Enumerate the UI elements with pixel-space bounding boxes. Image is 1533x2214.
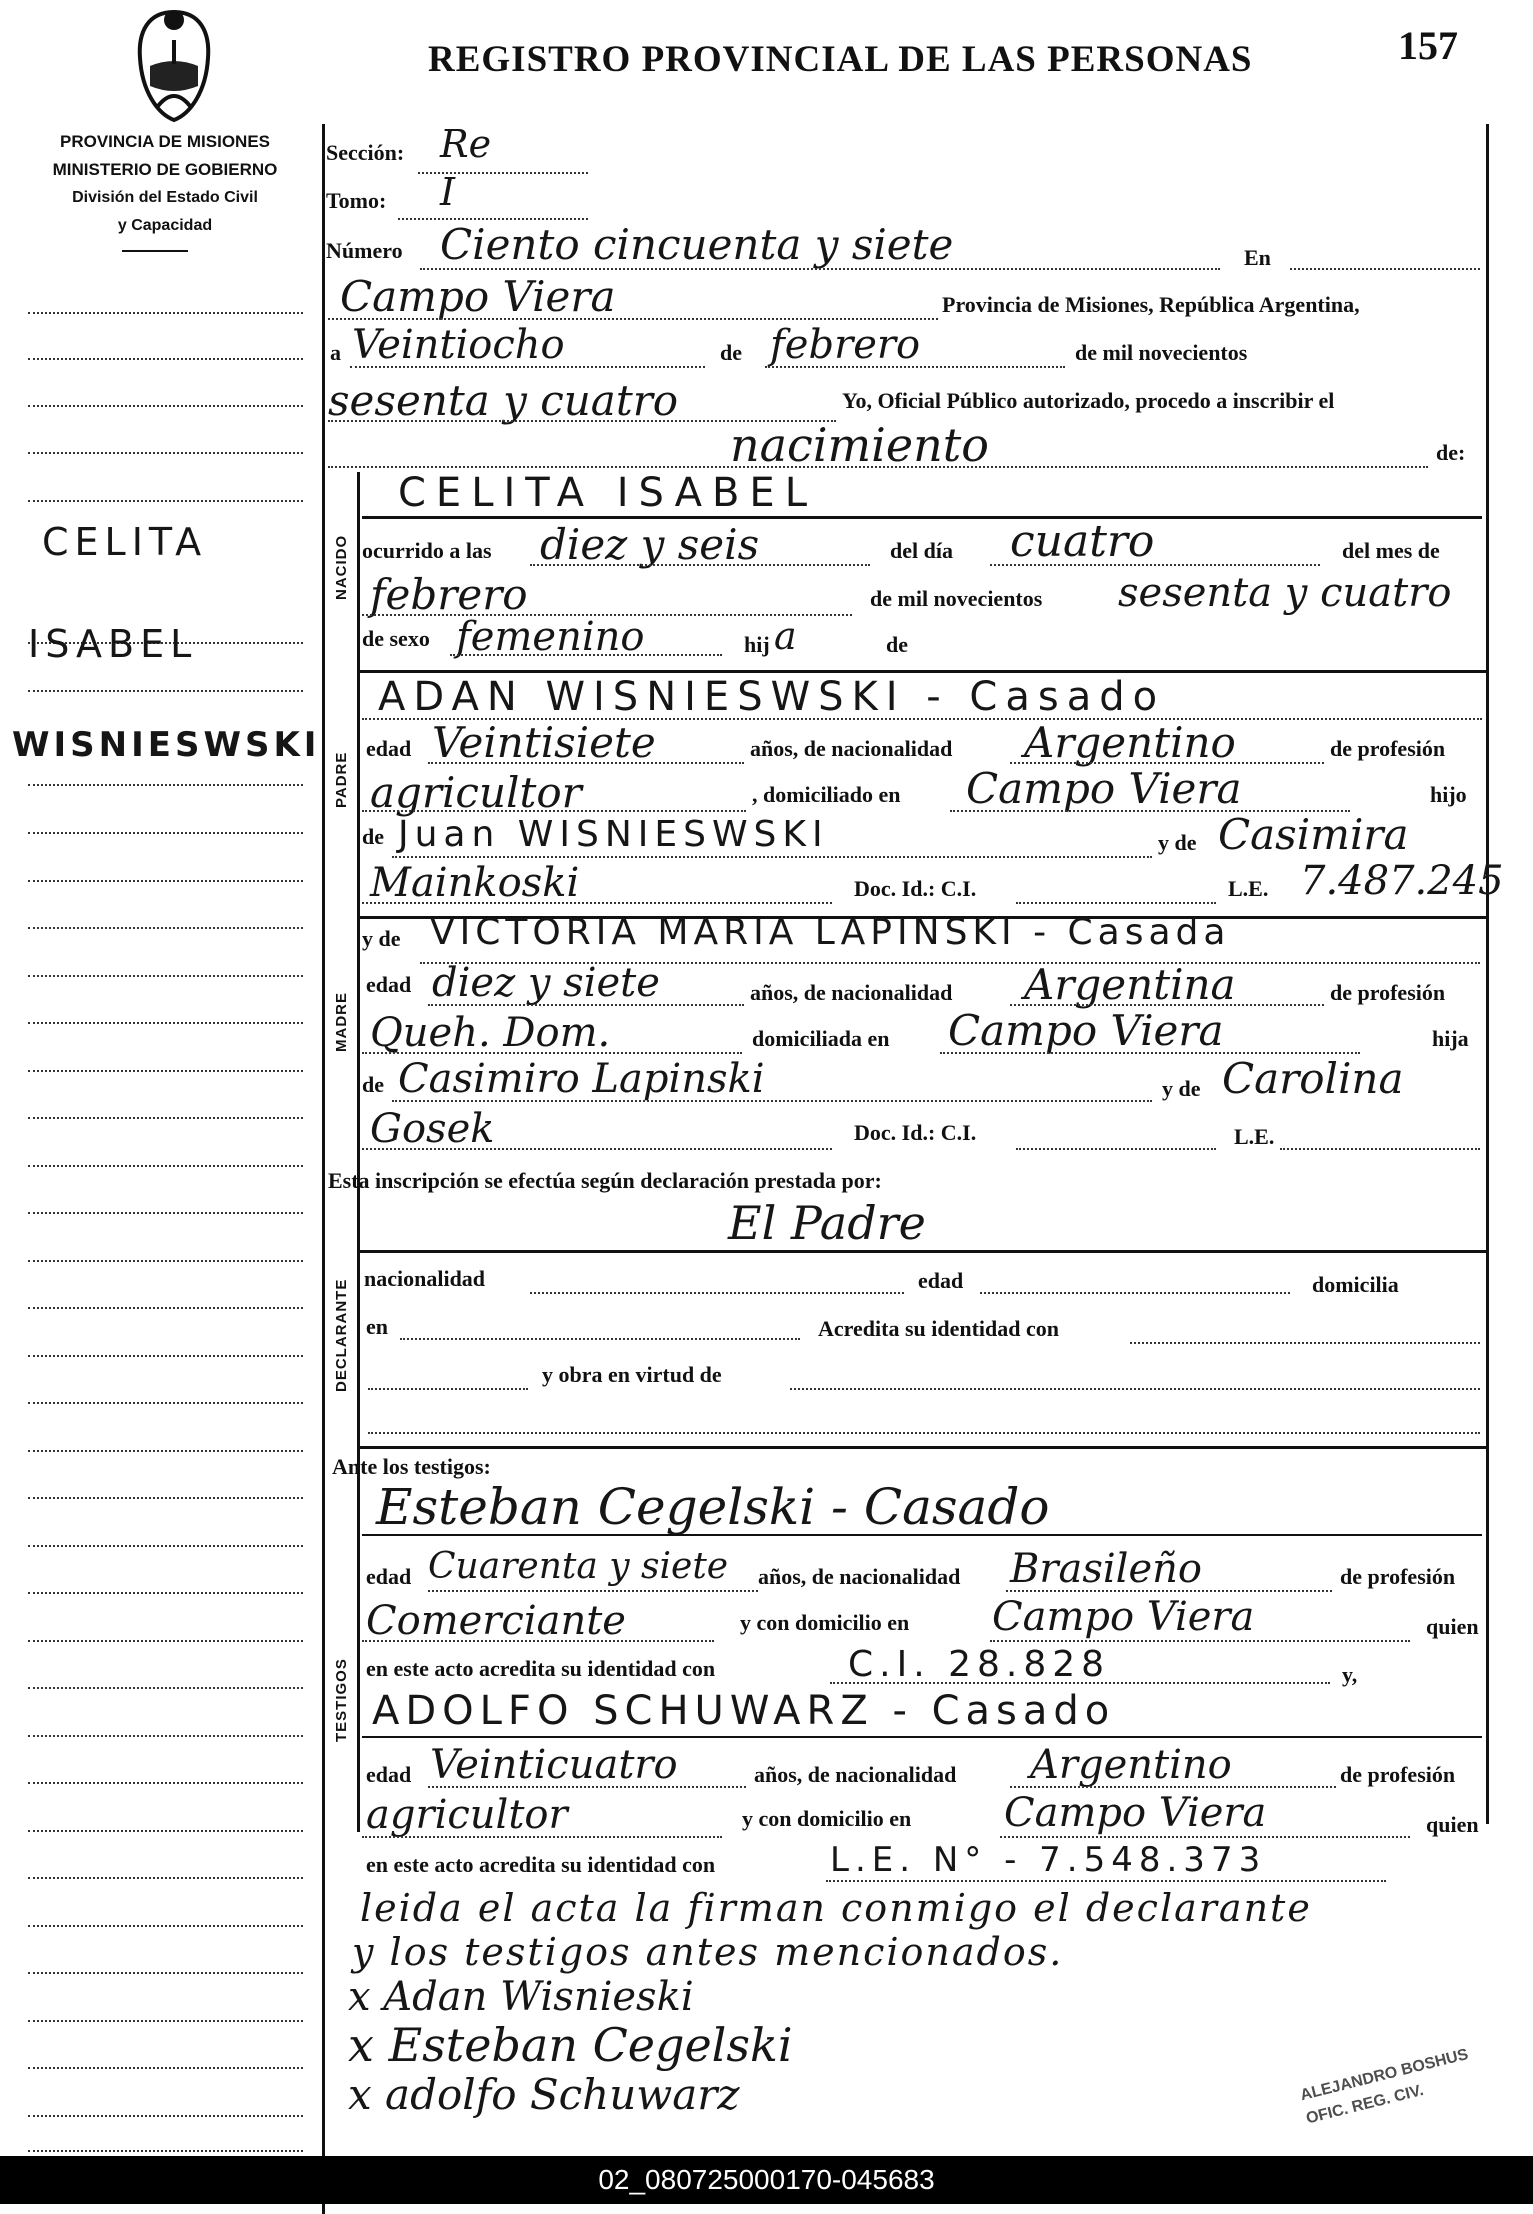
testigos-intro: Ante los testigos:	[332, 1454, 491, 1479]
margin-name-line1: CELITA	[42, 520, 208, 564]
madre-y-de-label: y de	[362, 926, 401, 951]
t2-nac-line	[1010, 1786, 1336, 1788]
t2-quien-label: quien	[1426, 1812, 1479, 1837]
provincia-text: Provincia de Misiones, República Argentina,	[942, 292, 1360, 317]
testigos-tag: TESTIGOS	[333, 1658, 350, 1742]
t1-edad-value: Cuarenta y siete	[428, 1546, 729, 1587]
padre-nac-label: años, de nacionalidad	[750, 736, 953, 761]
page-number: 157	[1398, 23, 1458, 68]
form-frame-right	[1486, 124, 1489, 1824]
t1-nombre-line	[362, 1534, 1482, 1536]
t1-nombre: Esteban Cegelski - Casado	[376, 1478, 1050, 1536]
nacido-nombre: CELITA ISABEL	[398, 470, 817, 516]
t1-quien-label: quien	[1426, 1614, 1479, 1639]
declarante-acredita-label: Acredita su identidad con	[818, 1316, 1060, 1341]
declarante-top-line	[357, 1250, 1486, 1253]
t2-acredita-label: en este acto acredita su identidad con	[366, 1852, 716, 1877]
padre-tag: PADRE	[333, 751, 350, 808]
de-label: de	[720, 340, 742, 365]
dia-value: Veintiocho	[352, 322, 565, 368]
padre-de-label: de	[362, 824, 384, 849]
declarante-obra-line	[790, 1388, 1480, 1390]
madre-edad-value: diez y siete	[432, 960, 660, 1006]
padre-doc-label: Doc. Id.: C.I.	[854, 876, 977, 901]
padre-edad-value: Veintisiete	[432, 718, 656, 767]
t2-dom-line	[1000, 1836, 1410, 1838]
madre-hija-label: hija	[1432, 1026, 1469, 1051]
numero-value: Ciento cincuenta y siete	[440, 220, 954, 269]
t2-prof-value: agricultor	[366, 1792, 568, 1838]
closing-line1: leida el acta la firman conmigo el declarante	[360, 1886, 1312, 1930]
declarante-edad-line	[980, 1292, 1290, 1294]
padre-nombre: ADAN WISNIESWSKI - Casado	[378, 674, 1166, 720]
declarante-edad-label: edad	[918, 1268, 964, 1293]
crest-icon	[128, 6, 220, 124]
padre-dom-label: , domiciliado en	[752, 782, 901, 807]
madre-prof-value: Queh. Dom.	[370, 1010, 611, 1056]
declarante-en-line	[400, 1338, 800, 1340]
padre-le-label: L.E.	[1228, 876, 1269, 901]
en-label: En	[1244, 245, 1271, 270]
padre-le-value: 7.487.245	[1300, 858, 1504, 904]
madre-edad-line	[428, 1004, 744, 1006]
declarante-tag: DECLARANTE	[333, 1278, 350, 1392]
padre-padre-value: Juan WISNIESWSKI	[398, 814, 829, 855]
del-dia-label: del día	[890, 538, 953, 563]
padre-dom-value: Campo Viera	[966, 764, 1242, 813]
nacido-bottom-line	[357, 670, 1486, 673]
padre-prof-value: agricultor	[370, 768, 582, 817]
hora-line	[530, 564, 870, 566]
padre-madre-value2: Mainkoski	[370, 860, 580, 906]
official-stamp	[1292, 2013, 1508, 2149]
declarante-bottom-line	[357, 1446, 1486, 1449]
declarante-extra-line	[368, 1432, 1480, 1434]
declarante-obra-pre-line	[368, 1388, 528, 1390]
org-line3: División del Estado Civil	[72, 189, 258, 206]
padre-prof-line	[362, 810, 746, 812]
padre-padre-line	[392, 856, 1152, 858]
dia-nac-value: cuatro	[1010, 516, 1155, 567]
padre-nac-value: Argentino	[1024, 718, 1236, 767]
t2-nac-value: Argentino	[1030, 1742, 1232, 1788]
del-mes-label: del mes de	[1342, 538, 1440, 563]
en-line	[1290, 268, 1480, 270]
madre-de-label: de	[362, 1072, 384, 1097]
t2-prof-line	[362, 1836, 722, 1838]
seccion-label: Sección:	[326, 140, 405, 165]
declarante-dom-label: domicilia	[1312, 1272, 1399, 1297]
t1-dom-line	[990, 1640, 1410, 1642]
padre-prof-label: de profesión	[1330, 736, 1446, 761]
madre-nac-label: años, de nacionalidad	[750, 980, 953, 1005]
mil-nac-label: de mil novecientos	[870, 586, 1043, 611]
t1-prof-line	[362, 1640, 714, 1642]
madre-prof-line	[362, 1052, 742, 1054]
mil-label: de mil novecientos	[1075, 340, 1248, 365]
declarante-obra-label: y obra en virtud de	[542, 1362, 722, 1387]
dia-nac-line	[990, 564, 1320, 566]
signature-1: x Adan Wisnieski	[348, 1974, 694, 2020]
madre-nac-value: Argentina	[1024, 960, 1236, 1009]
ocurrido-label: ocurrido a las	[362, 538, 492, 563]
padre-madre-line	[362, 902, 832, 904]
nacido-de-label: de	[886, 632, 908, 657]
madre-nombre: VICTORIA MARIA LAPINSKI - Casada	[430, 912, 1231, 953]
org-line4: y Capacidad	[117, 217, 213, 234]
padre-hijo-label: hijo	[1430, 782, 1467, 807]
padre-ci-line	[1016, 902, 1216, 904]
t2-prof-label: de profesión	[1340, 1762, 1456, 1787]
madre-padre-value: Casimiro Lapinski	[398, 1056, 765, 1102]
stamp-text: ALEJANDRO BOSHUS OFIC. REG. CIV.	[1298, 2046, 1471, 2128]
section-frame-left	[357, 472, 360, 1832]
footer-bar	[0, 2156, 1533, 2204]
dia-line	[350, 366, 705, 368]
madre-dom-label: domiciliada en	[752, 1026, 890, 1051]
madre-le-line	[1280, 1148, 1480, 1150]
form-frame-left	[322, 124, 325, 2214]
t2-doc-line	[826, 1880, 1386, 1882]
acto-value: nacimiento	[730, 418, 989, 472]
sexo-label: de sexo	[362, 626, 430, 651]
lugar-value: Campo Viera	[340, 272, 616, 321]
nacido-tag: NACIDO	[333, 534, 350, 600]
anio-nac-value: sesenta y cuatro	[1118, 570, 1452, 616]
declarante-en-label: en	[366, 1314, 388, 1339]
declarante-nac-line	[530, 1292, 904, 1294]
numero-label: Número	[326, 238, 403, 263]
madre-doc-label: Doc. Id.: C.I.	[854, 1120, 977, 1145]
declarante-nac-label: nacionalidad	[364, 1266, 486, 1291]
t1-doc-value: C.I. 28.828	[848, 1644, 1111, 1685]
madre-prof-label: de profesión	[1330, 980, 1446, 1005]
t2-doc-value: L.E. N° - 7.548.373	[830, 1840, 1267, 1880]
org-line1: PROVINCIA DE MISIONES	[59, 132, 270, 151]
t1-dom-label: y con domicilio en	[740, 1610, 910, 1635]
t1-doc-line	[830, 1682, 1330, 1684]
hij-value: a	[774, 614, 797, 658]
a-label: a	[330, 340, 341, 365]
madre-padre-line	[392, 1100, 1152, 1102]
org-underline	[122, 250, 188, 252]
de-colon: de:	[1436, 440, 1466, 465]
signature-2: x Esteban Cegelski	[348, 2018, 793, 2072]
mes-line	[765, 366, 1065, 368]
t1-edad-label: edad	[366, 1564, 412, 1589]
margin-name-line2: ISABEL	[28, 622, 198, 666]
t1-prof-value: Comerciante	[366, 1598, 626, 1644]
madre-dom-value: Campo Viera	[948, 1006, 1224, 1055]
madre-y-de2-label: y de	[1162, 1076, 1201, 1101]
mes-value: febrero	[770, 322, 921, 368]
closing-line2: y los testigos antes mencionados.	[352, 1930, 1064, 1974]
madre-tag: MADRE	[333, 992, 350, 1052]
hij-label: hij	[744, 632, 770, 657]
sexo-line	[450, 654, 722, 656]
padre-madre-value1: Casimira	[1218, 810, 1409, 859]
padre-y-de-label: y de	[1158, 830, 1197, 855]
t1-nac-value: Brasileño	[1010, 1546, 1202, 1592]
hora-value: diez y seis	[540, 520, 760, 569]
t2-nac-label: años, de nacionalidad	[754, 1762, 957, 1787]
tomo-label: Tomo:	[326, 188, 387, 213]
tomo-value: I	[440, 170, 456, 214]
t2-edad-label: edad	[366, 1762, 412, 1787]
t2-dom-value: Campo Viera	[1004, 1790, 1267, 1836]
t2-edad-line	[428, 1786, 746, 1788]
t2-nombre: ADOLFO SCHUWARZ - Casado	[372, 1688, 1116, 1734]
page-title: REGISTRO PROVINCIAL DE LAS PERSONAS	[428, 39, 1253, 80]
t2-nombre-line	[362, 1736, 1482, 1738]
footer-id: 02_080725000170-045683	[598, 2164, 935, 2195]
org-line2: MINISTERIO DE GOBIERNO	[52, 160, 278, 179]
org-block	[20, 128, 310, 240]
t1-prof-label: de profesión	[1340, 1564, 1456, 1589]
t2-dom-label: y con domicilio en	[742, 1806, 912, 1831]
padre-edad-line	[428, 762, 744, 764]
signature-3: x adolfo Schuwarz	[348, 2070, 740, 2119]
sexo-value: femenino	[456, 614, 645, 660]
t1-edad-line	[428, 1590, 758, 1592]
margin-name-line3: WISNIESWSKI	[12, 725, 321, 765]
madre-madre-value2: Gosek	[370, 1106, 495, 1152]
mes-nac-value: febrero	[370, 570, 528, 619]
acto-line	[328, 466, 1428, 468]
t1-acredita-label: en este acto acredita su identidad con	[366, 1656, 716, 1681]
seccion-value: Re	[440, 122, 492, 166]
madre-edad-label: edad	[366, 972, 412, 997]
oficial-text: Yo, Oficial Público autorizado, procedo a inscribir el	[842, 388, 1335, 413]
t1-nac-label: años, de nacionalidad	[758, 1564, 961, 1589]
t1-y-label: y,	[1342, 1662, 1358, 1687]
declarante-por-value: El Padre	[728, 1196, 926, 1250]
t1-dom-value: Campo Viera	[992, 1594, 1255, 1640]
madre-ci-line	[1016, 1148, 1216, 1150]
lugar-line	[328, 318, 938, 320]
declarante-intro: Esta inscripción se efectúa según declaración prestada por:	[328, 1168, 882, 1193]
declarante-acredita-line	[1130, 1342, 1480, 1344]
madre-madre-value1: Carolina	[1222, 1054, 1404, 1103]
madre-madre-line	[362, 1148, 832, 1150]
madre-le-label: L.E.	[1234, 1124, 1275, 1149]
t1-nac-line	[1006, 1590, 1332, 1592]
padre-edad-label: edad	[366, 736, 412, 761]
nacido-nombre-line	[362, 516, 1482, 519]
t2-edad-value: Veinticuatro	[430, 1742, 678, 1788]
anio-value: sesenta y cuatro	[328, 376, 679, 425]
numero-line	[420, 268, 1220, 270]
